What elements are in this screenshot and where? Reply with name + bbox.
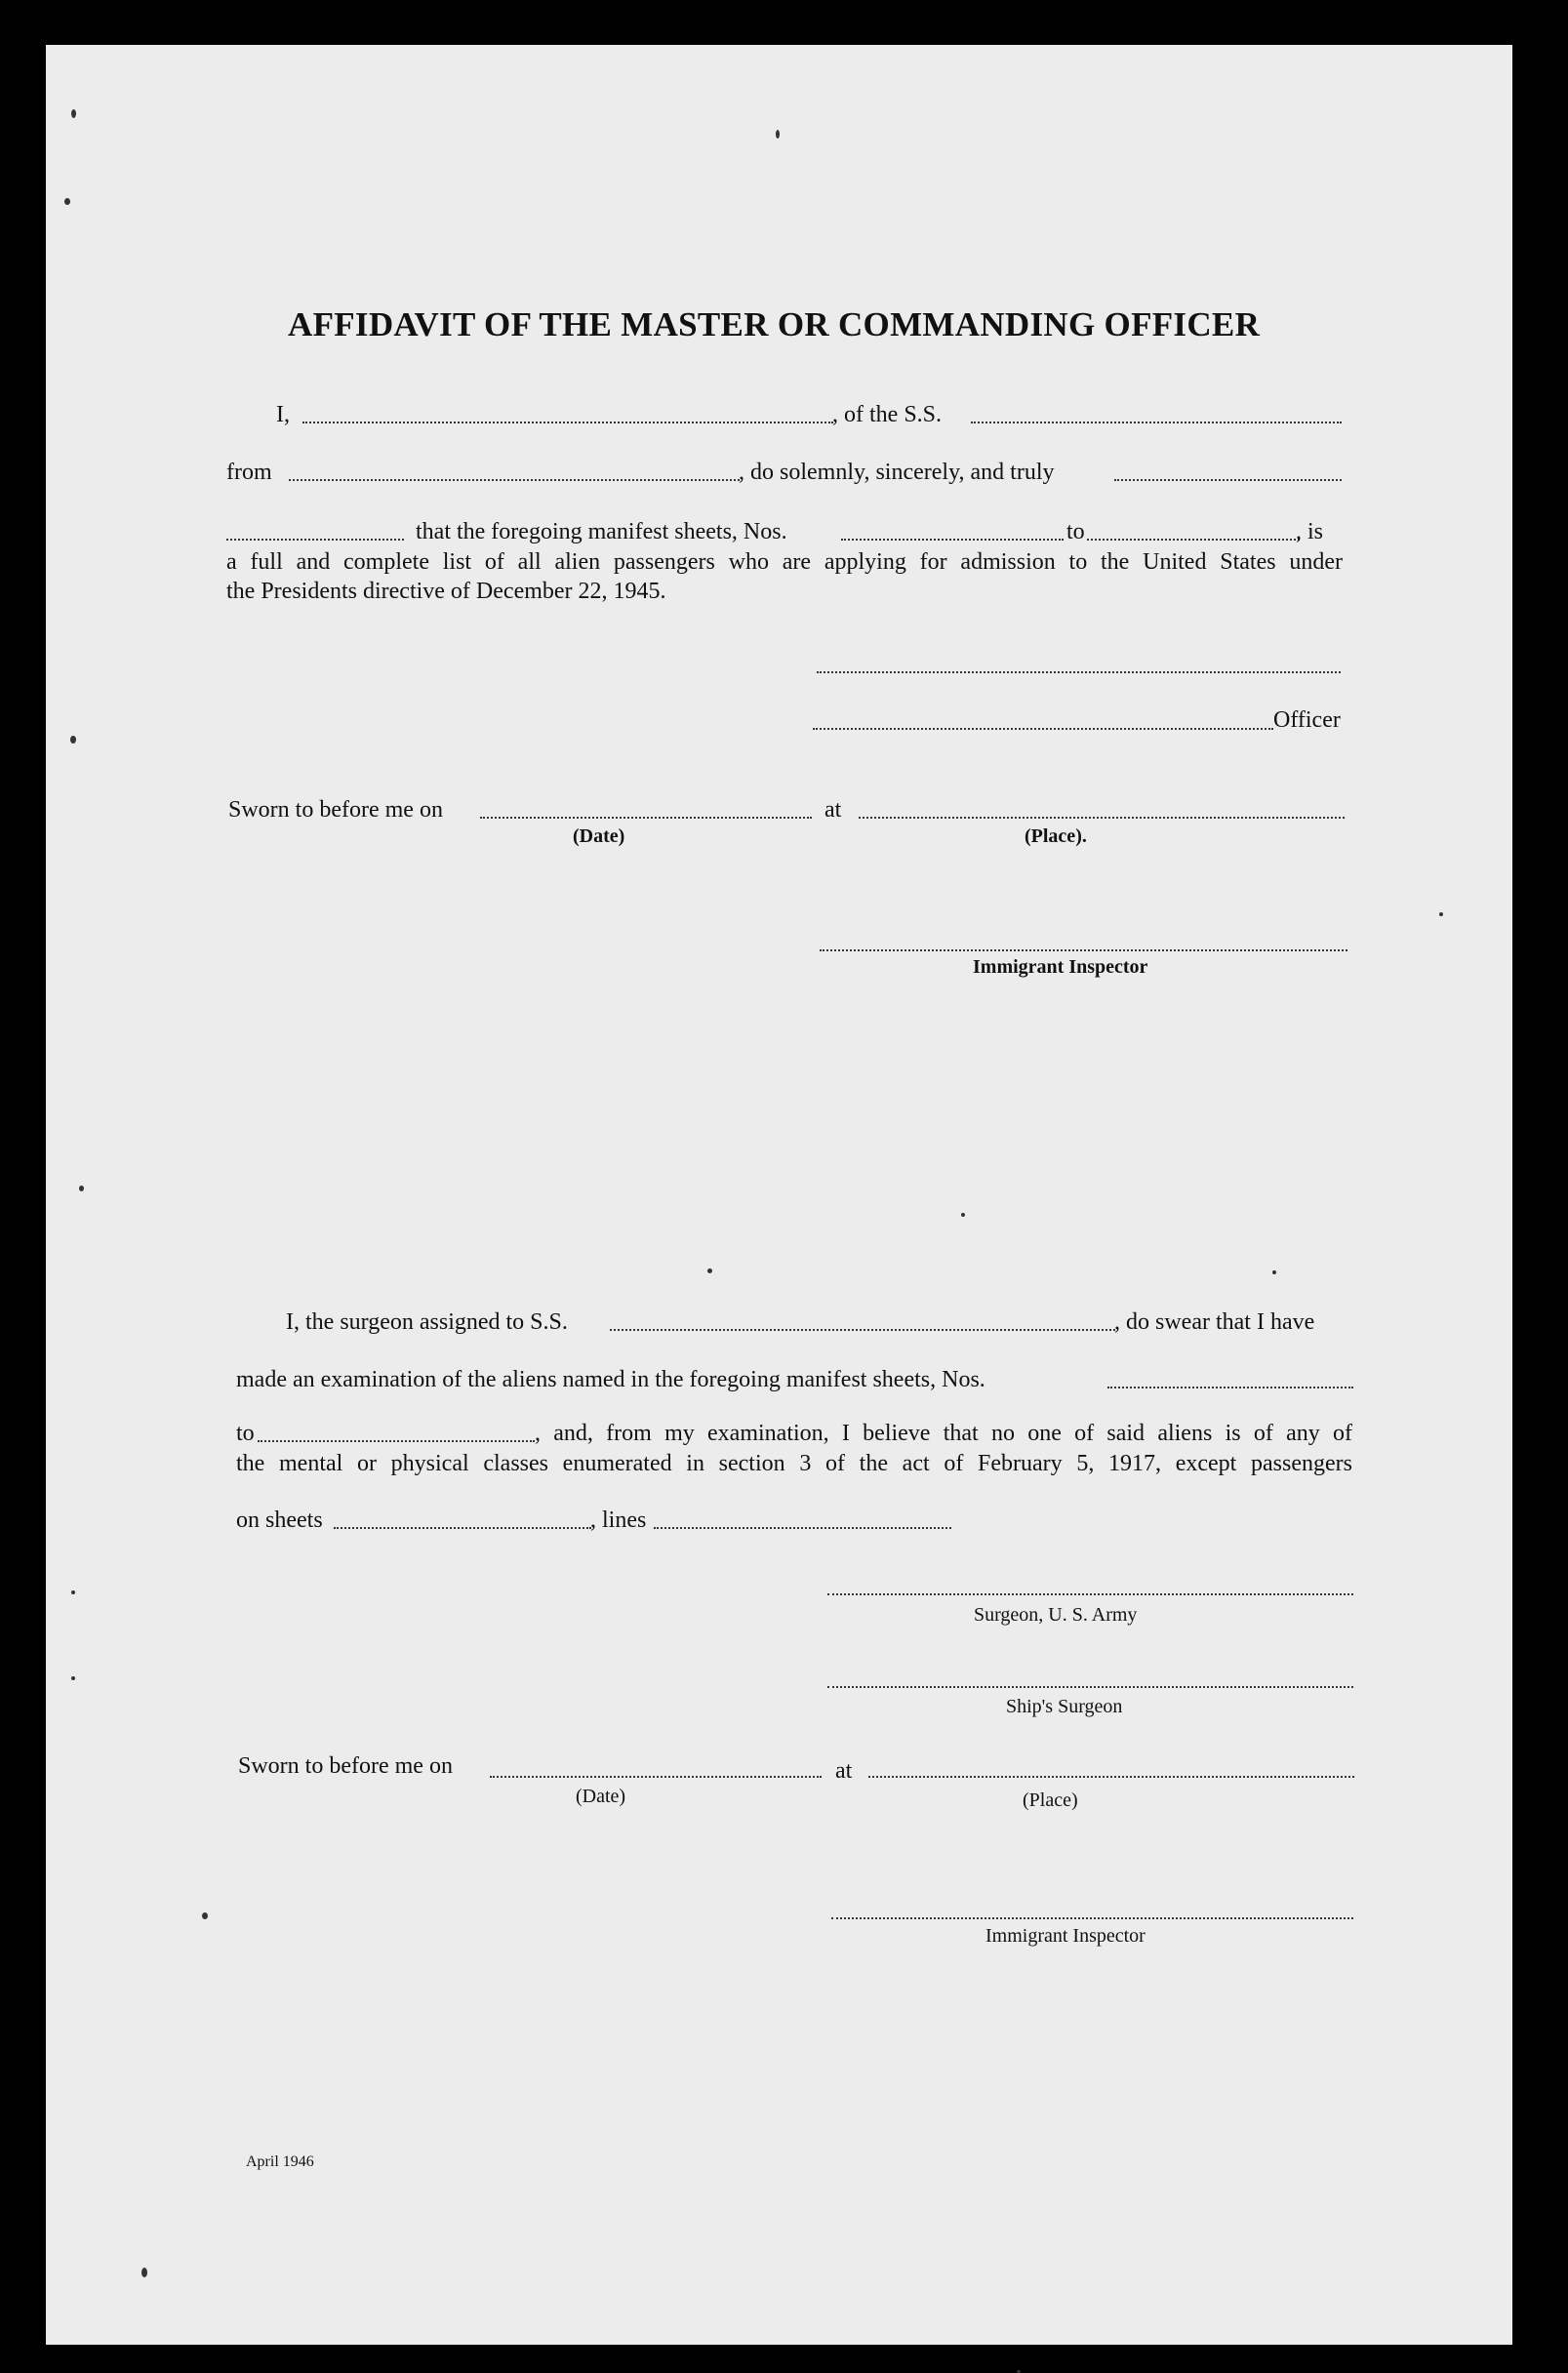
scan-speck <box>202 1912 208 1919</box>
scan-speck <box>141 2268 147 2277</box>
surgeon-inspector-signature-line[interactable] <box>831 1917 1353 1919</box>
solemnly-text: , do solemnly, sincerely, and truly <box>739 460 1055 485</box>
from-label: from <box>226 460 272 485</box>
date-caption: (Date) <box>573 825 625 847</box>
scan-speck <box>71 1676 75 1680</box>
surgeon-sworn-date-field[interactable] <box>490 1776 822 1778</box>
lines-label: , lines <box>590 1508 647 1533</box>
place-caption: (Place). <box>1025 825 1087 847</box>
oath-field[interactable] <box>1114 479 1342 481</box>
surgeon-to-label: to <box>236 1421 255 1446</box>
sworn-date-field[interactable] <box>480 817 812 819</box>
surgeon-at-label: at <box>835 1758 853 1784</box>
name-field[interactable] <box>302 422 833 423</box>
except-sheets-field[interactable] <box>334 1527 591 1529</box>
sworn-label: Sworn to before me on <box>228 797 443 823</box>
i-label: I, <box>276 402 290 427</box>
ship-surgeon-signature-line[interactable] <box>827 1686 1353 1688</box>
scan-speck <box>1272 1270 1276 1274</box>
scan-speck <box>71 109 76 118</box>
belief-text: , and, from my examination, I believe that no one of said aliens is of any of <box>535 1421 1352 1446</box>
surgeon-date-caption: (Date) <box>576 1786 626 1807</box>
army-surgeon-signature-line[interactable] <box>827 1593 1353 1595</box>
surgeon-statement: I, the surgeon assigned to S.S. <box>286 1309 568 1335</box>
of-ss-label: , of the S.S. <box>832 402 943 427</box>
army-surgeon-caption: Surgeon, U. S. Army <box>974 1604 1138 1626</box>
surgeon-sworn-place-field[interactable] <box>868 1776 1354 1778</box>
examination-text: made an examination of the aliens named in the foregoing manifest sheets, Nos. <box>236 1367 985 1392</box>
scan-speck <box>71 1590 75 1594</box>
directive-statement: the Presidents directive of December 22, 1945. <box>226 579 666 604</box>
scan-speck <box>70 736 76 744</box>
sheets-from-field[interactable] <box>841 539 1064 541</box>
surgeon-sheets-from-field[interactable] <box>1107 1387 1353 1388</box>
scan-speck <box>776 130 780 139</box>
scan-speck <box>1439 912 1443 916</box>
sheets-to-field[interactable] <box>1087 539 1300 541</box>
classes-text: the mental or physical classes enumerated in section 3 of the act of February 5, 1917, except passengers <box>236 1451 1352 1476</box>
scan-speck <box>961 1213 965 1217</box>
inspector-signature-line[interactable] <box>820 949 1347 951</box>
surgeon-ship-field[interactable] <box>610 1329 1115 1331</box>
scan-speck <box>707 1268 712 1273</box>
manifest-sheets-text: that the foregoing manifest sheets, Nos. <box>416 519 787 544</box>
master-signature-line[interactable] <box>817 671 1341 673</box>
surgeon-place-caption: (Place) <box>1023 1790 1078 1811</box>
on-sheets-label: on sheets <box>236 1508 323 1533</box>
from-port-field[interactable] <box>289 479 740 481</box>
oath-continued-field[interactable] <box>226 539 404 541</box>
scan-speck <box>79 1186 84 1191</box>
inspector-caption: Immigrant Inspector <box>973 956 1148 978</box>
officer-label: Officer <box>1273 707 1341 733</box>
form-page <box>46 45 1512 2345</box>
officer-title-line[interactable] <box>813 728 1273 730</box>
list-statement: a full and complete list of all alien passengers who are applying for admission to the United States under <box>226 549 1343 575</box>
ship-surgeon-caption: Ship's Surgeon <box>1006 1696 1123 1717</box>
surgeon-sworn-label: Sworn to before me on <box>238 1753 453 1779</box>
except-lines-field[interactable] <box>654 1527 951 1529</box>
surgeon-sheets-to-field[interactable] <box>258 1440 535 1442</box>
surgeon-inspector-caption: Immigrant Inspector <box>985 1925 1146 1947</box>
is-label: , is <box>1296 519 1324 544</box>
to-label: to <box>1066 519 1085 544</box>
form-date: April 1946 <box>246 2153 314 2170</box>
form-title: AFFIDAVIT OF THE MASTER OR COMMANDING OFFICER <box>288 305 1261 343</box>
sworn-place-field[interactable] <box>859 817 1345 819</box>
scan-speck <box>64 198 70 205</box>
at-label: at <box>824 797 842 823</box>
ship-name-field[interactable] <box>971 422 1342 423</box>
swear-text: , do swear that I have <box>1114 1309 1315 1335</box>
